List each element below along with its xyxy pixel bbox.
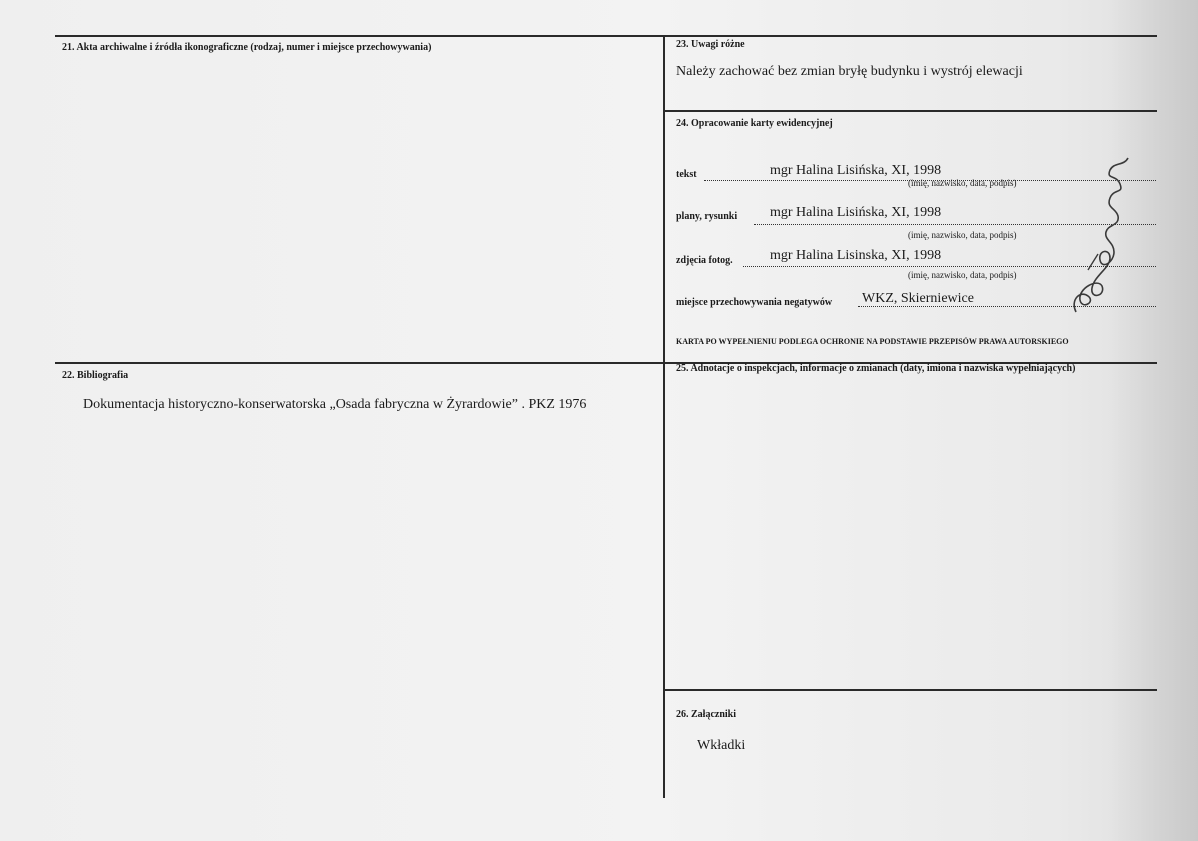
section-22-text: Dokumentacja historyczno-konserwatorska „Osada fabryczna w Żyrardowie” . PKZ 1976 — [83, 397, 587, 412]
text-author-value: mgr Halina Lisińska, XI, 1998 — [770, 163, 942, 178]
negatives-location-label: miejsce przechowywania negatywów — [676, 297, 833, 308]
section-23-bottom-border — [663, 110, 1157, 112]
section-25-heading: 25. Adnotacje o inspekcjach, informacje o zmianach (daty, imiona i nazwiska wypełniających) — [676, 363, 1076, 374]
text-author-caption: (imię, nazwisko, data, podpis) — [908, 178, 1017, 188]
section-26-text: Wkładki — [697, 738, 746, 753]
drawings-author-value: mgr Halina Lisińska, XI, 1998 — [770, 205, 942, 220]
handwritten-signature — [1040, 150, 1150, 320]
section-21-heading: 21. Akta archiwalne i źródła ikonograficzne (rodzaj, numer i miejsce przechowywania) — [62, 42, 432, 53]
text-author-label: tekst — [676, 169, 697, 180]
copyright-notice: KARTA PO WYPEŁNIENIU PODLEGA OCHRONIE NA PODSTAWIE PRZEPISÓW PRAWA AUTORSKIEGO — [676, 337, 1069, 346]
drawings-author-caption: (imię, nazwisko, data, podpis) — [908, 230, 1017, 240]
scan-shadow — [1108, 0, 1198, 841]
negatives-location-value: WKZ, Skierniewice — [862, 291, 974, 306]
section-25-bottom-border — [665, 689, 1157, 691]
photos-author-value: mgr Halina Lisinska, XI, 1998 — [770, 248, 942, 263]
top-border — [55, 35, 1157, 37]
section-23-text: Należy zachować bez zmian bryłę budynku i wystrój elewacji — [676, 64, 1023, 79]
section-24-heading: 24. Opracowanie karty ewidencyjnej — [676, 118, 833, 129]
center-divider — [663, 35, 665, 798]
section-26-heading: 26. Załączniki — [676, 709, 737, 720]
section-23-heading: 23. Uwagi różne — [676, 39, 745, 50]
section-22-heading: 22. Bibliografia — [62, 370, 129, 381]
photos-author-label: zdjęcia fotog. — [676, 255, 733, 266]
drawings-author-label: plany, rysunki — [676, 211, 738, 222]
photos-author-caption: (imię, nazwisko, data, podpis) — [908, 270, 1017, 280]
